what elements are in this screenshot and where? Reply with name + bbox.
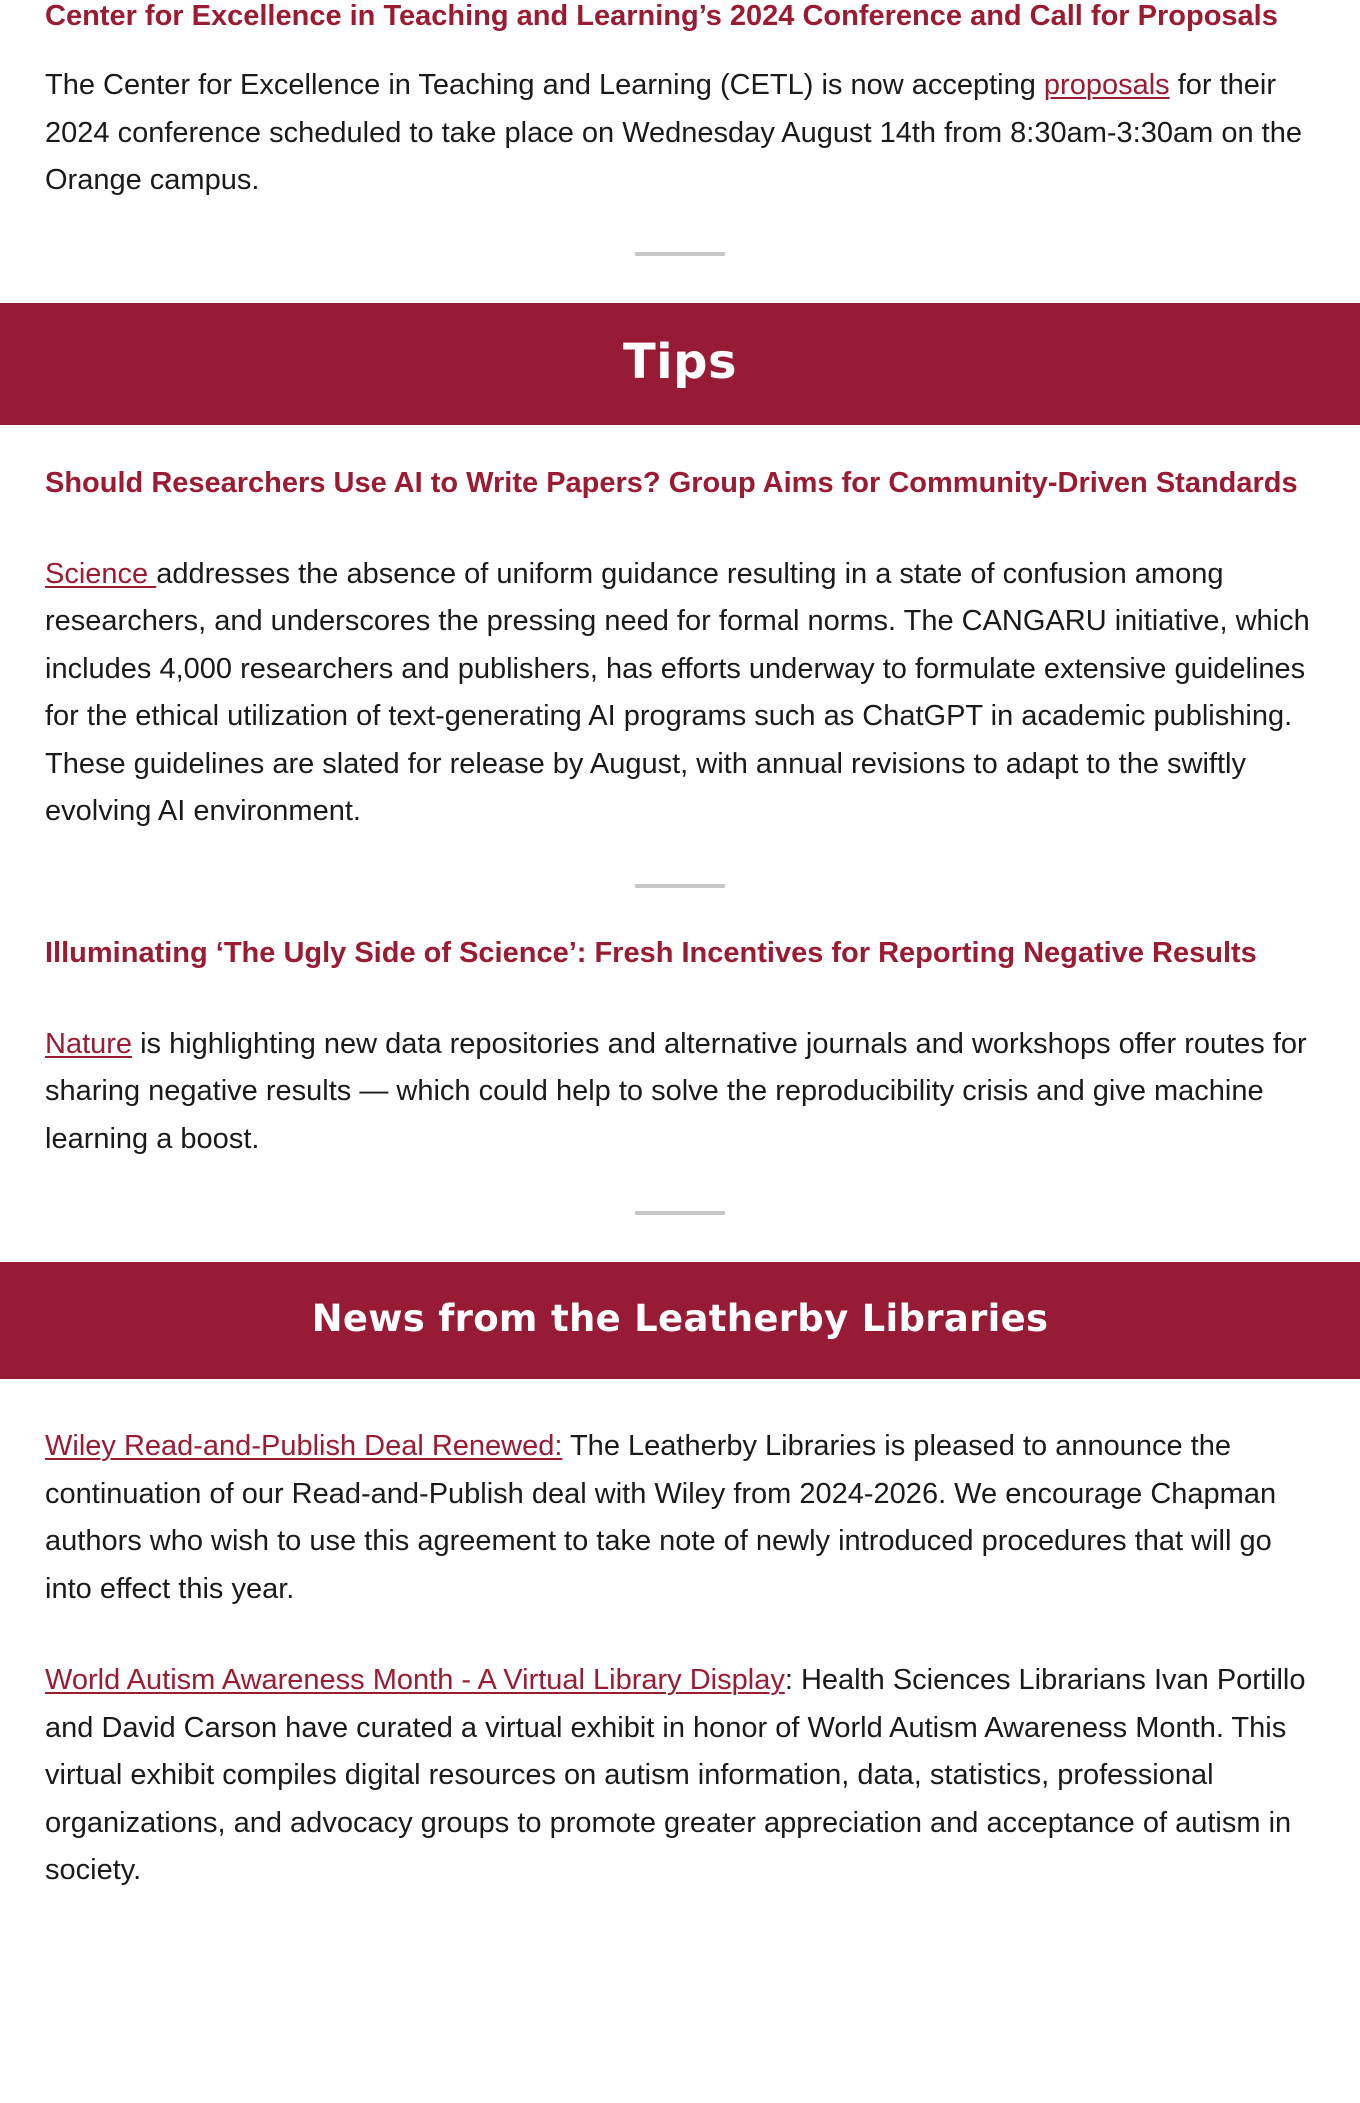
autism-display-link[interactable]: World Autism Awareness Month - A Virtual Library Display (45, 1664, 785, 1696)
wiley-deal-link[interactable]: Wiley Read-and-Publish Deal Renewed: (45, 1430, 563, 1462)
cetl-title: Center for Excellence in Teaching and Learning’s 2024 Conference and Call for Proposals (45, 0, 1278, 32)
negative-results-title: Illuminating ‘The Ugly Side of Science’: Fresh Incentives for Reporting Negative Results (45, 936, 1257, 969)
autism-body (45, 1657, 1315, 1895)
cetl-body (45, 62, 1315, 205)
tips-section-banner: Tips (0, 303, 1360, 425)
library-news-autism (0, 1657, 1360, 1895)
science-link[interactable]: Science (45, 557, 157, 590)
negative-results-text: is highlighting new data repositories and alternative journals and workshops offer routes for sharing negative results — which could help to solve the reproducibility crisis and give machine learning a boost. (45, 1027, 1307, 1155)
nature-link[interactable]: Nature (45, 1027, 133, 1060)
cetl-article (0, 0, 1360, 205)
tips-article-ai-papers (0, 460, 1360, 836)
ai-papers-text: addresses the absence of uniform guidance resulting in a state of confusion among researchers, and underscores the pressing need for formal norms. The CANGARU initiative, which includes 4,000 researchers and publishers, has efforts underway to formulate extensive guidelines for the ethical utilization of text-generating AI programs such as ChatGPT in academic publishing. These guidelines are slated for release by August, with annual revisions to adapt to the swiftly evolving AI environment. (45, 557, 1310, 827)
divider (635, 252, 725, 256)
cetl-text-after-link: for their 2024 conference scheduled to take place on Wednesday August 14th from 8:30am-3:30am on the Orange campus. (45, 69, 1302, 196)
tips-article-negative-results (0, 930, 1360, 1164)
divider (635, 1211, 725, 1215)
wiley-text: The Leatherby Libraries is pleased to announce the continuation of our Read-and-Publish deal with Wiley from 2024-2026. We encourage Chapman authors who wish to use this agreement to take note of newly introduced procedures that will go into effect this year. (45, 1430, 1277, 1605)
proposals-link[interactable]: proposals (1043, 69, 1170, 101)
ai-papers-title: Should Researchers Use AI to Write Papers? Group Aims for Community-Driven Standards (45, 466, 1298, 499)
autism-text: : Health Sciences Librarians Ivan Portillo and David Carson have curated a virtual exhibit in honor of World Autism Awareness Month. This virtual exhibit compiles digital resources on autism information, data, statistics, professional organizations, and advocacy groups to promote greater appreciation and acceptance of autism in society. (45, 1664, 1306, 1886)
library-news-banner: News from the Leatherby Libraries (0, 1262, 1360, 1379)
wiley-body (45, 1423, 1315, 1613)
cetl-text-before-link: The Center for Excellence in Teaching and Learning (CETL) is now accepting (45, 69, 1044, 101)
negative-results-body (45, 1021, 1315, 1164)
divider (635, 884, 725, 888)
library-news-wiley (0, 1423, 1360, 1613)
ai-papers-body (45, 551, 1315, 836)
